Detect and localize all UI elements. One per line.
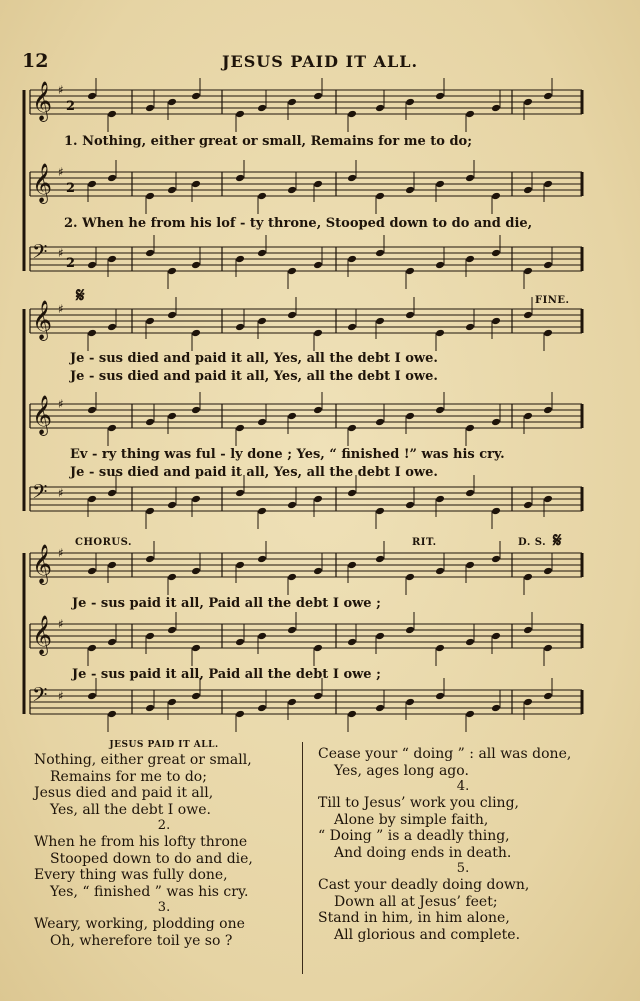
verses-heading: JESUS PAID IT ALL. (109, 740, 219, 750)
note-head (313, 495, 323, 504)
note-head (191, 261, 201, 270)
note-head (107, 710, 117, 719)
note-head (465, 110, 475, 119)
verse-line: Down all at Jesus’ feet; (334, 893, 498, 910)
note-head (191, 92, 201, 101)
note-head (87, 567, 97, 576)
lyrics-system2-c: Ev - ry thing was ful - ly done ; Yes, “ finished !” was his cry. (70, 447, 505, 462)
note-head (235, 255, 245, 264)
note-head (167, 267, 177, 276)
note-head (313, 92, 323, 101)
note-head (235, 424, 245, 433)
note-head (435, 644, 445, 653)
key-signature-sharp: ♯ (58, 546, 64, 560)
verse-line: “ Doing ” is a deadly thing, (318, 828, 510, 844)
note-head (543, 329, 553, 338)
lyrics-system2-b: Je - sus died and paid it all, Yes, all the debt I owe. (70, 369, 438, 384)
note-head (167, 186, 177, 195)
note-head (87, 644, 97, 653)
note-head (375, 192, 385, 201)
note-head (287, 186, 297, 195)
note-head (543, 567, 553, 576)
note-head (145, 704, 155, 713)
note-head (523, 311, 533, 320)
note-head (375, 104, 385, 113)
note-head (375, 507, 385, 516)
note-head (257, 507, 267, 516)
verse-line: Stooped down to do and die, (50, 850, 253, 867)
lyrics-verse-1: 1. Nothing, either great or small, Remains for me to do; (64, 134, 473, 149)
note-head (405, 501, 415, 510)
note-head (465, 255, 475, 264)
note-head (375, 249, 385, 258)
note-head (491, 704, 501, 713)
note-head (287, 311, 297, 320)
note-head (145, 632, 155, 641)
note-head (191, 406, 201, 415)
time-signature: 2 (66, 256, 76, 271)
note-head (287, 573, 297, 582)
note-head (145, 317, 155, 326)
time-signature: 2 (66, 99, 76, 114)
note-head (313, 261, 323, 270)
note-head (107, 255, 117, 264)
lyrics-verse-2: 2. When he from his lof - ty throne, Stooped down to do and die, (64, 216, 533, 231)
note-head (435, 567, 445, 576)
verse-number: 4. (456, 779, 470, 794)
note-head (435, 92, 445, 101)
note-head (523, 412, 533, 421)
note-head (435, 495, 445, 504)
note-head (491, 192, 501, 201)
note-head (375, 704, 385, 713)
note-head (491, 555, 501, 564)
note-head (313, 567, 323, 576)
note-head (167, 311, 177, 320)
note-head (87, 261, 97, 270)
note-head (167, 573, 177, 582)
verses-text (0, 738, 640, 998)
note-head (107, 424, 117, 433)
key-signature-sharp: ♯ (58, 83, 64, 97)
note-head (87, 92, 97, 101)
key-signature-sharp: ♯ (58, 617, 64, 631)
note-head (191, 180, 201, 189)
note-head (543, 92, 553, 101)
key-signature-sharp: ♯ (58, 486, 64, 500)
lyrics-chorus-a: Je - sus paid it all, Paid all the debt I owe ; (72, 596, 381, 611)
verse-number: 2. (157, 818, 171, 833)
note-head (257, 192, 267, 201)
note-head (435, 180, 445, 189)
note-head (107, 110, 117, 119)
verse-line: Yes, ages long ago. (334, 762, 469, 779)
note-head (465, 638, 475, 647)
note-head (235, 638, 245, 647)
note-head (523, 626, 533, 635)
note-head (375, 555, 385, 564)
treble-clef: 𝄞 (32, 300, 53, 340)
time-signature: 2 (66, 181, 76, 196)
note-head (257, 104, 267, 113)
verse-line: Alone by simple faith, (334, 811, 489, 828)
note-head (235, 561, 245, 570)
note-head (235, 489, 245, 498)
note-head (347, 110, 357, 119)
key-signature-sharp: ♯ (58, 246, 64, 260)
verse-line: Every thing was fully done, (34, 867, 228, 883)
note-head (347, 561, 357, 570)
note-head (543, 644, 553, 653)
note-head (145, 555, 155, 564)
note-head (107, 489, 117, 498)
note-head (191, 329, 201, 338)
note-head (191, 644, 201, 653)
note-head (435, 406, 445, 415)
note-head (235, 323, 245, 332)
note-head (405, 412, 415, 421)
note-head (491, 632, 501, 641)
verse-line: Cast your deadly doing down, (318, 877, 530, 893)
note-head (405, 98, 415, 107)
note-head (543, 495, 553, 504)
note-head (523, 98, 533, 107)
note-head (257, 418, 267, 427)
treble-clef: 𝄞 (32, 615, 53, 655)
note-head (491, 249, 501, 258)
note-head (405, 311, 415, 320)
note-head (287, 412, 297, 421)
note-head (107, 323, 117, 332)
note-head (347, 174, 357, 183)
note-head (235, 174, 245, 183)
note-head (145, 104, 155, 113)
note-head (257, 555, 267, 564)
note-head (347, 323, 357, 332)
treble-clef: 𝄞 (32, 544, 53, 584)
note-head (405, 267, 415, 276)
note-head (523, 698, 533, 707)
note-head (167, 501, 177, 510)
note-head (257, 632, 267, 641)
hymn-title: JESUS PAID IT ALL. (221, 52, 419, 71)
note-head (191, 692, 201, 701)
chorus-mark: CHORUS. (75, 537, 132, 548)
verse-line: Cease your “ doing ” : all was done, (318, 746, 572, 762)
note-head (375, 317, 385, 326)
note-head (405, 186, 415, 195)
verses-right-column (318, 746, 608, 943)
verse-line: Jesus died and paid it all, (34, 785, 214, 801)
note-head (523, 501, 533, 510)
note-head (543, 692, 553, 701)
note-head (235, 110, 245, 119)
note-head (435, 329, 445, 338)
note-head (465, 424, 475, 433)
verse-line: Remains for me to do; (50, 768, 207, 785)
verse-line: And doing ends in death. (334, 844, 512, 861)
key-signature-sharp: ♯ (58, 397, 64, 411)
bass-clef: 𝄢 (32, 683, 48, 711)
note-head (435, 261, 445, 270)
note-head (465, 174, 475, 183)
lyrics-system2-a: Je - sus died and paid it all, Yes, all the debt I owe. (70, 351, 438, 366)
ds-mark: D. S. (518, 537, 547, 548)
lyrics-chorus-b: Je - sus paid it all, Paid all the debt I owe ; (72, 667, 381, 682)
note-head (491, 317, 501, 326)
note-head (465, 710, 475, 719)
note-head (543, 261, 553, 270)
segno-mark: 𝄋 (76, 283, 85, 307)
note-head (313, 692, 323, 701)
note-head (347, 424, 357, 433)
note-head (287, 267, 297, 276)
note-head (257, 704, 267, 713)
rit-mark: RIT. (412, 537, 437, 548)
note-head (375, 632, 385, 641)
note-head (287, 698, 297, 707)
note-head (145, 507, 155, 516)
note-head (491, 507, 501, 516)
note-head (375, 418, 385, 427)
verse-number: 3. (157, 900, 171, 915)
note-head (87, 495, 97, 504)
fine-mark: FINE. (535, 295, 570, 306)
note-head (347, 255, 357, 264)
verse-line: Till to Jesus’ work you cling, (318, 795, 519, 811)
note-head (491, 418, 501, 427)
verse-line: When he from his lofty throne (34, 834, 248, 850)
bass-clef: 𝄢 (32, 240, 48, 268)
note-head (347, 710, 357, 719)
note-head (107, 638, 117, 647)
note-head (107, 174, 117, 183)
note-head (191, 495, 201, 504)
note-head (313, 644, 323, 653)
verse-line: Weary, working, plodding one (34, 916, 245, 932)
verse-line: All glorious and complete. (334, 926, 521, 943)
note-head (145, 249, 155, 258)
note-head (167, 412, 177, 421)
note-head (435, 692, 445, 701)
note-head (287, 626, 297, 635)
treble-clef: 𝄞 (32, 81, 53, 121)
verse-line: Oh, wherefore toil ye so ? (50, 932, 233, 949)
note-head (347, 489, 357, 498)
note-head (313, 406, 323, 415)
note-head (523, 267, 533, 276)
note-head (257, 249, 267, 258)
key-signature-sharp: ♯ (58, 302, 64, 316)
note-head (191, 567, 201, 576)
note-head (465, 323, 475, 332)
note-head (145, 192, 155, 201)
note-head (405, 626, 415, 635)
verse-number: 5. (456, 861, 470, 876)
page-number: 12 (22, 50, 49, 72)
note-head (313, 180, 323, 189)
treble-clef: 𝄞 (32, 395, 53, 435)
note-head (257, 317, 267, 326)
verse-line: Yes, “ finished ” was his cry. (50, 883, 249, 900)
note-head (465, 561, 475, 570)
note-head (287, 98, 297, 107)
note-head (465, 489, 475, 498)
note-head (347, 638, 357, 647)
treble-clef: 𝄞 (32, 163, 53, 203)
note-head (523, 573, 533, 582)
note-head (167, 626, 177, 635)
verse-line: Stand in him, in him alone, (318, 910, 510, 926)
note-head (87, 692, 97, 701)
note-head (543, 180, 553, 189)
lyrics-system2-d: Je - sus died and paid it all, Yes, all the debt I owe. (70, 465, 438, 480)
note-head (87, 180, 97, 189)
verses-left-column (34, 738, 294, 949)
verse-line: Yes, all the debt I owe. (50, 801, 211, 818)
note-head (235, 710, 245, 719)
note-head (167, 98, 177, 107)
note-head (87, 329, 97, 338)
note-head (491, 104, 501, 113)
note-head (145, 418, 155, 427)
note-head (523, 186, 533, 195)
verse-line: Nothing, either great or small, (34, 752, 252, 768)
note-head (543, 406, 553, 415)
note-head (87, 406, 97, 415)
note-head (167, 698, 177, 707)
key-signature-sharp: ♯ (58, 165, 64, 179)
note-head (405, 573, 415, 582)
note-head (313, 329, 323, 338)
note-head (107, 561, 117, 570)
segno-mark-2: 𝄋 (553, 528, 562, 552)
bass-clef: 𝄢 (32, 480, 48, 508)
key-signature-sharp: ♯ (58, 689, 64, 703)
note-head (405, 698, 415, 707)
note-head (287, 501, 297, 510)
